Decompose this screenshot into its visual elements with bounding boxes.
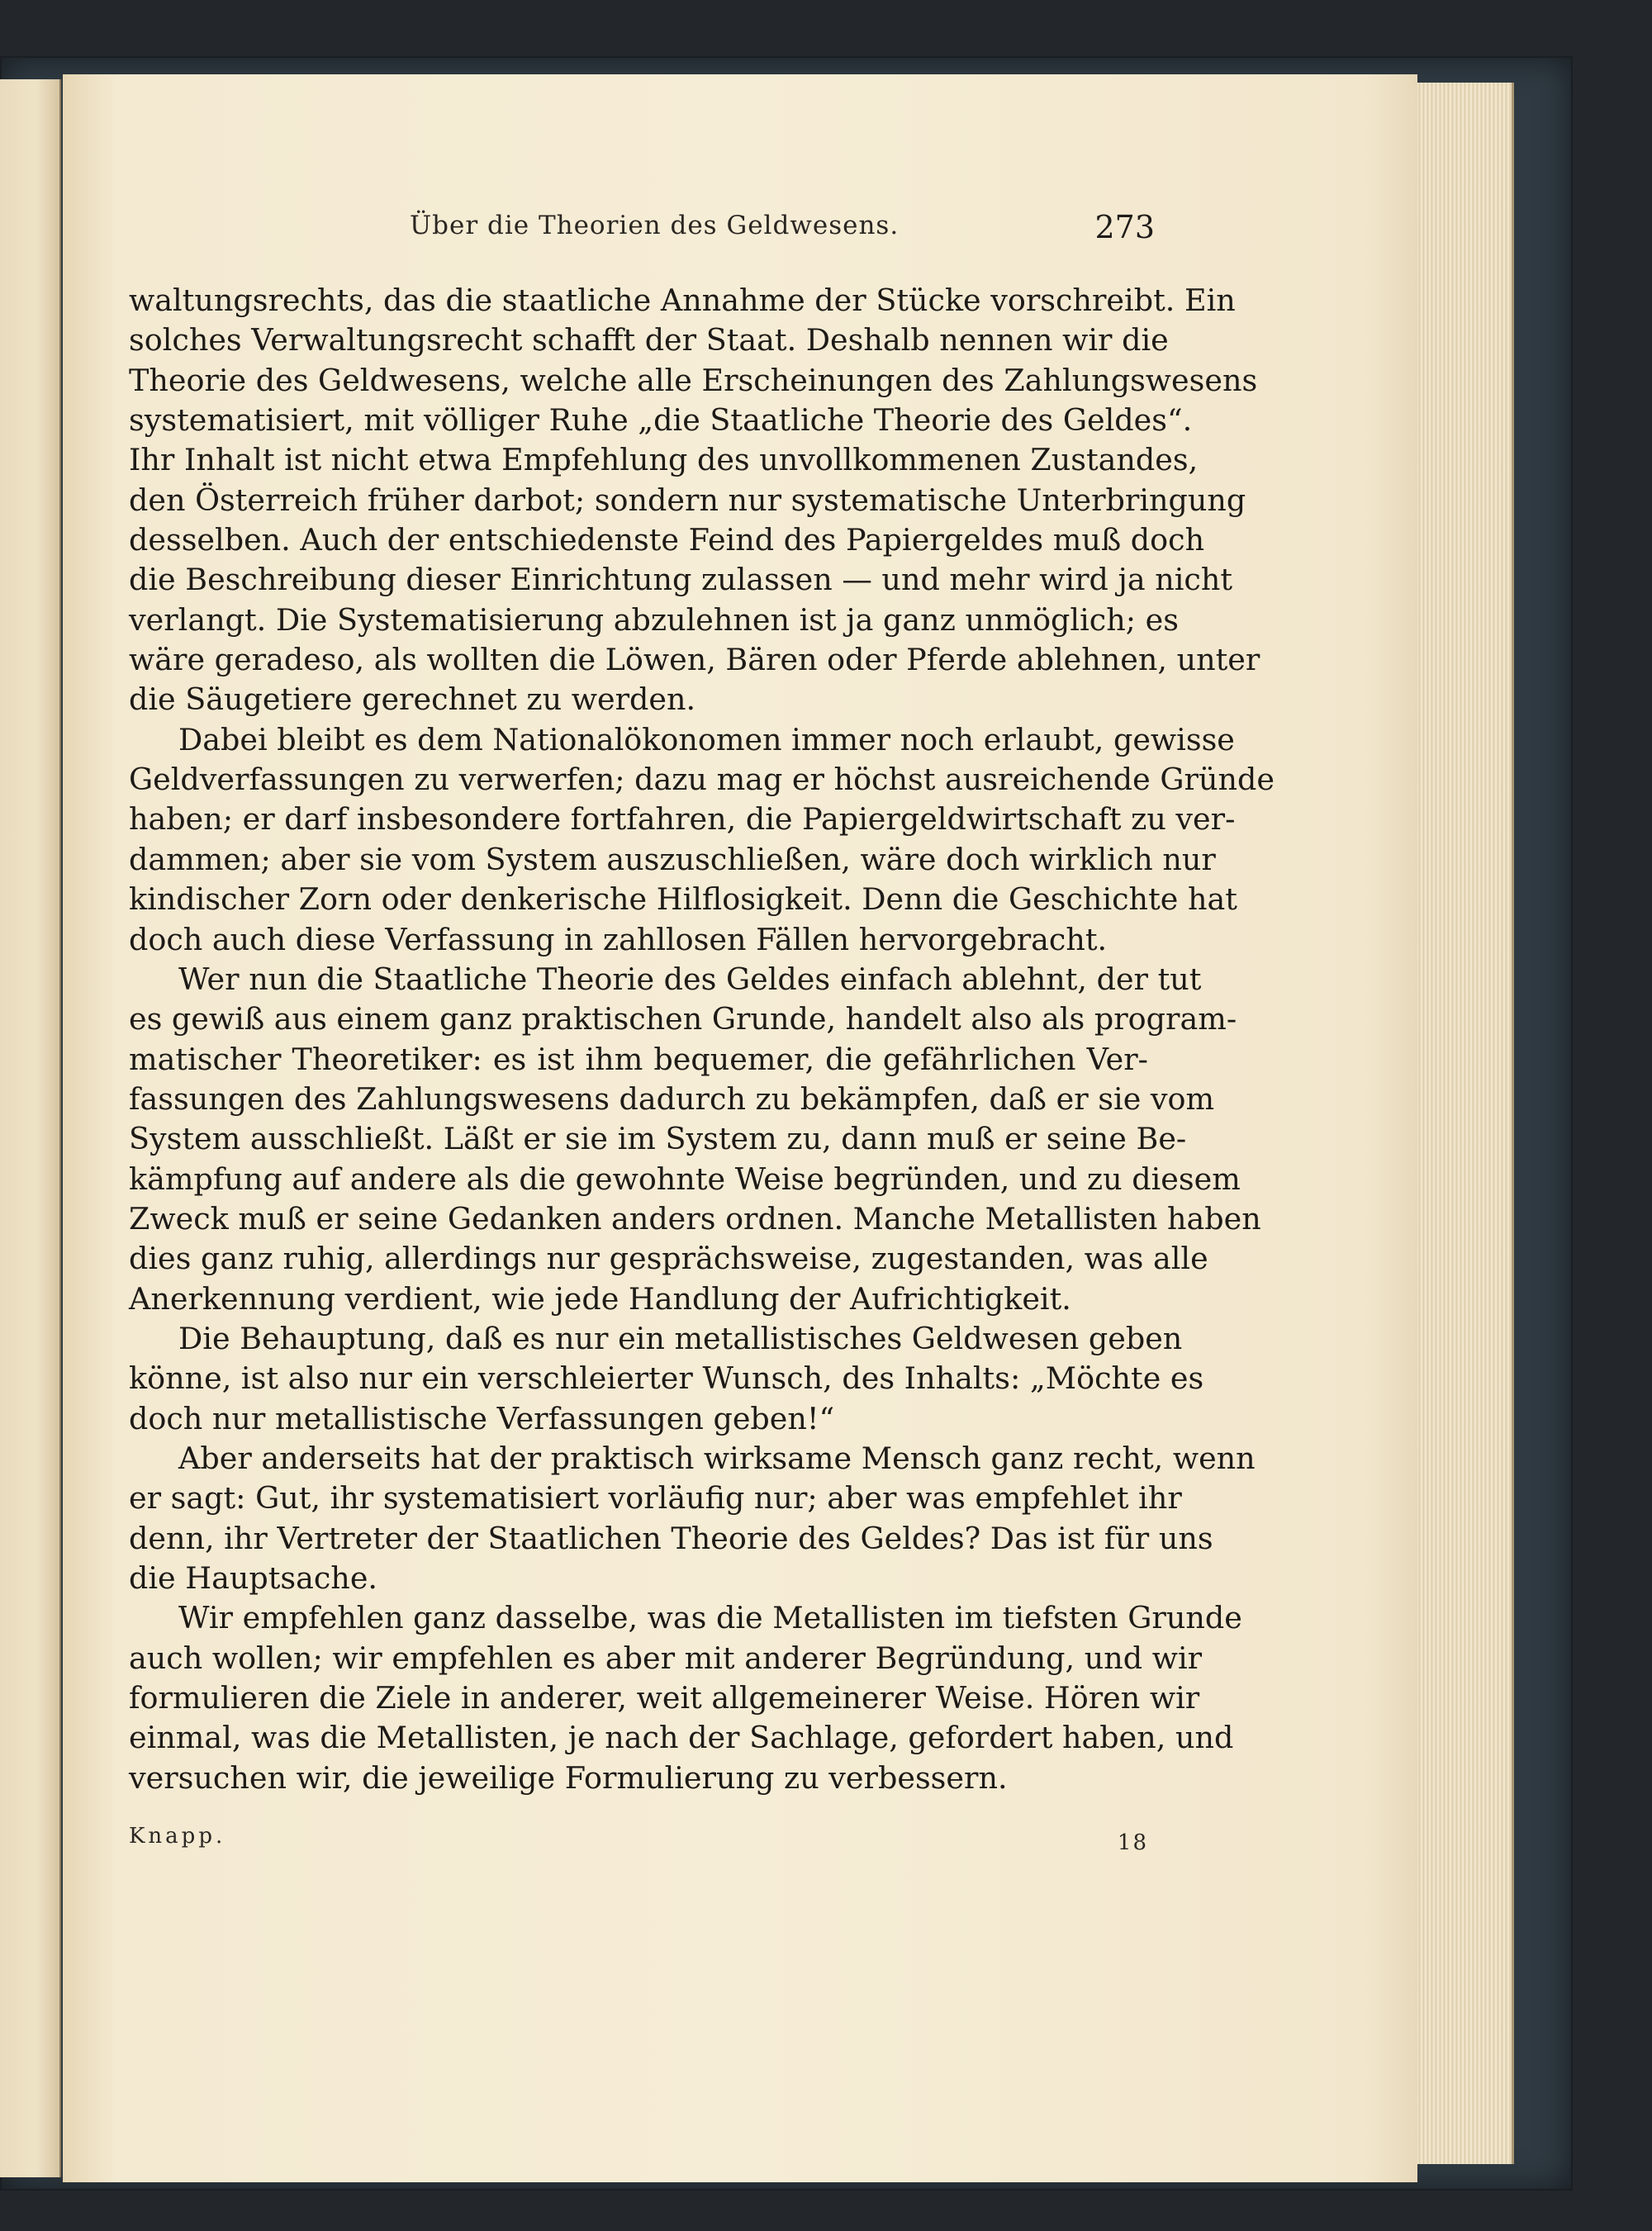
- page-number: 273: [1094, 209, 1155, 245]
- sheet-signature: 18: [1117, 1830, 1148, 1855]
- text-line: kindischer Zorn oder denkerische Hilflosigkeit. Denn die Geschichte hat: [129, 881, 1237, 918]
- text-line: Aber anderseits hat der praktisch wirksame Mensch ganz recht, wenn: [178, 1440, 1256, 1476]
- text-line: einmal, was die Metallisten, je nach der Sachlage, gefordert haben, und: [129, 1720, 1234, 1756]
- text-line: könne, ist also nur ein verschleierter Wunsch, des Inhalts: „Möchte es: [129, 1360, 1204, 1397]
- text-line: versuchen wir, die jeweilige Formulierung zu verbessern.: [129, 1759, 1008, 1796]
- text-line: doch nur metallistische Verfassungen geben!“: [129, 1400, 835, 1436]
- running-title: Über die Theorien des Geldwesens.: [410, 211, 900, 240]
- text-line: wäre geradeso, als wollten die Löwen, Bären oder Pferde ablehnen, unter: [129, 642, 1260, 678]
- page-footer: [129, 1824, 1148, 1857]
- page-header: [131, 211, 1155, 260]
- text-line: er sagt: Gut, ihr systematisiert vorläufig nur; aber was empfehlet ihr: [129, 1480, 1182, 1517]
- text-line: waltungsrechts, das die staatliche Annahme der Stücke vorschreibt. Ein: [129, 282, 1236, 318]
- text-line: Zweck muß er seine Gedanken anders ordnen. Manche Metallisten haben: [129, 1200, 1261, 1237]
- text-line: Theorie des Geldwesens, welche alle Erscheinungen des Zahlungswesens: [129, 362, 1258, 398]
- text-line: fassungen des Zahlungswesens dadurch zu bekämpfen, daß er sie vom: [129, 1080, 1215, 1117]
- text-line: denn, ihr Vertreter der Staatlichen Theorie des Geldes? Das ist für uns: [129, 1520, 1213, 1556]
- text-line: Wir empfehlen ganz dasselbe, was die Metallisten im tiefsten Grunde: [178, 1600, 1242, 1636]
- text-line: es gewiß aus einem ganz praktischen Grunde, handelt also als program-: [129, 1001, 1237, 1037]
- text-line: formulieren die Ziele in anderer, weit allgemeinerer Weise. Hören wir: [129, 1680, 1200, 1716]
- text-line: Dabei bleibt es dem Nationalökonomen immer noch erlaubt, gewisse: [178, 721, 1235, 757]
- page-block-edges: [1404, 83, 1514, 2164]
- author-signature: Knapp.: [129, 1824, 226, 1849]
- text-line: doch auch diese Verfassung in zahllosen Fällen hervorgebracht.: [129, 921, 1108, 957]
- text-line: die Hauptsache.: [129, 1560, 378, 1596]
- text-line: matischer Theoretiker: es ist ihm bequemer, die gefährlichen Ver-: [129, 1041, 1148, 1077]
- text-line: verlangt. Die Systematisierung abzulehnen ist ja ganz unmöglich; es: [129, 601, 1179, 638]
- text-line: Anerkennung verdient, wie jede Handlung der Aufrichtigkeit.: [129, 1280, 1071, 1317]
- text-line: Ihr Inhalt ist nicht etwa Empfehlung des unvollkommenen Zustandes,: [129, 442, 1199, 478]
- text-line: den Österreich früher darbot; sondern nur systematische Unterbringung: [129, 482, 1246, 518]
- text-line: System ausschließt. Läßt er sie im System zu, dann muß er seine Be-: [129, 1121, 1187, 1157]
- text-line: dies ganz ruhig, allerdings nur gesprächsweise, zugestanden, was alle: [129, 1241, 1208, 1277]
- text-line: die Säugetiere gerechnet zu werden.: [129, 681, 696, 718]
- text-line: kämpfung auf andere als die gewohnte Weise begründen, und zu diesem: [129, 1161, 1241, 1197]
- text-line: dammen; aber sie vom System auszuschließen, wäre doch wirklich nur: [129, 841, 1216, 877]
- body-text: [129, 281, 1275, 1798]
- text-line: Die Behauptung, daß es nur ein metallistisches Geldwesen geben: [178, 1320, 1183, 1356]
- text-line: desselben. Auch der entschiedenste Feind des Papiergeldes muß doch: [129, 522, 1205, 558]
- text-line: haben; er darf insbesondere fortfahren, die Papiergeldwirtschaft zu ver-: [129, 801, 1236, 838]
- text-line: Geldverfassungen zu verwerfen; dazu mag er höchst ausreichende Gründe: [129, 762, 1275, 798]
- text-line: Wer nun die Staatliche Theorie des Geldes einfach ablehnt, der tut: [178, 961, 1202, 997]
- facing-page-edge: [0, 79, 61, 2177]
- text-line: die Beschreibung dieser Einrichtung zulassen — und mehr wird ja nicht: [129, 562, 1232, 598]
- text-line: systematisiert, mit völliger Ruhe „die Staatliche Theorie des Geldes“.: [129, 402, 1193, 439]
- text-line: auch wollen; wir empfehlen es aber mit anderer Begründung, und wir: [129, 1640, 1203, 1676]
- text-line: solches Verwaltungsrecht schafft der Staat. Deshalb nennen wir die: [129, 322, 1169, 358]
